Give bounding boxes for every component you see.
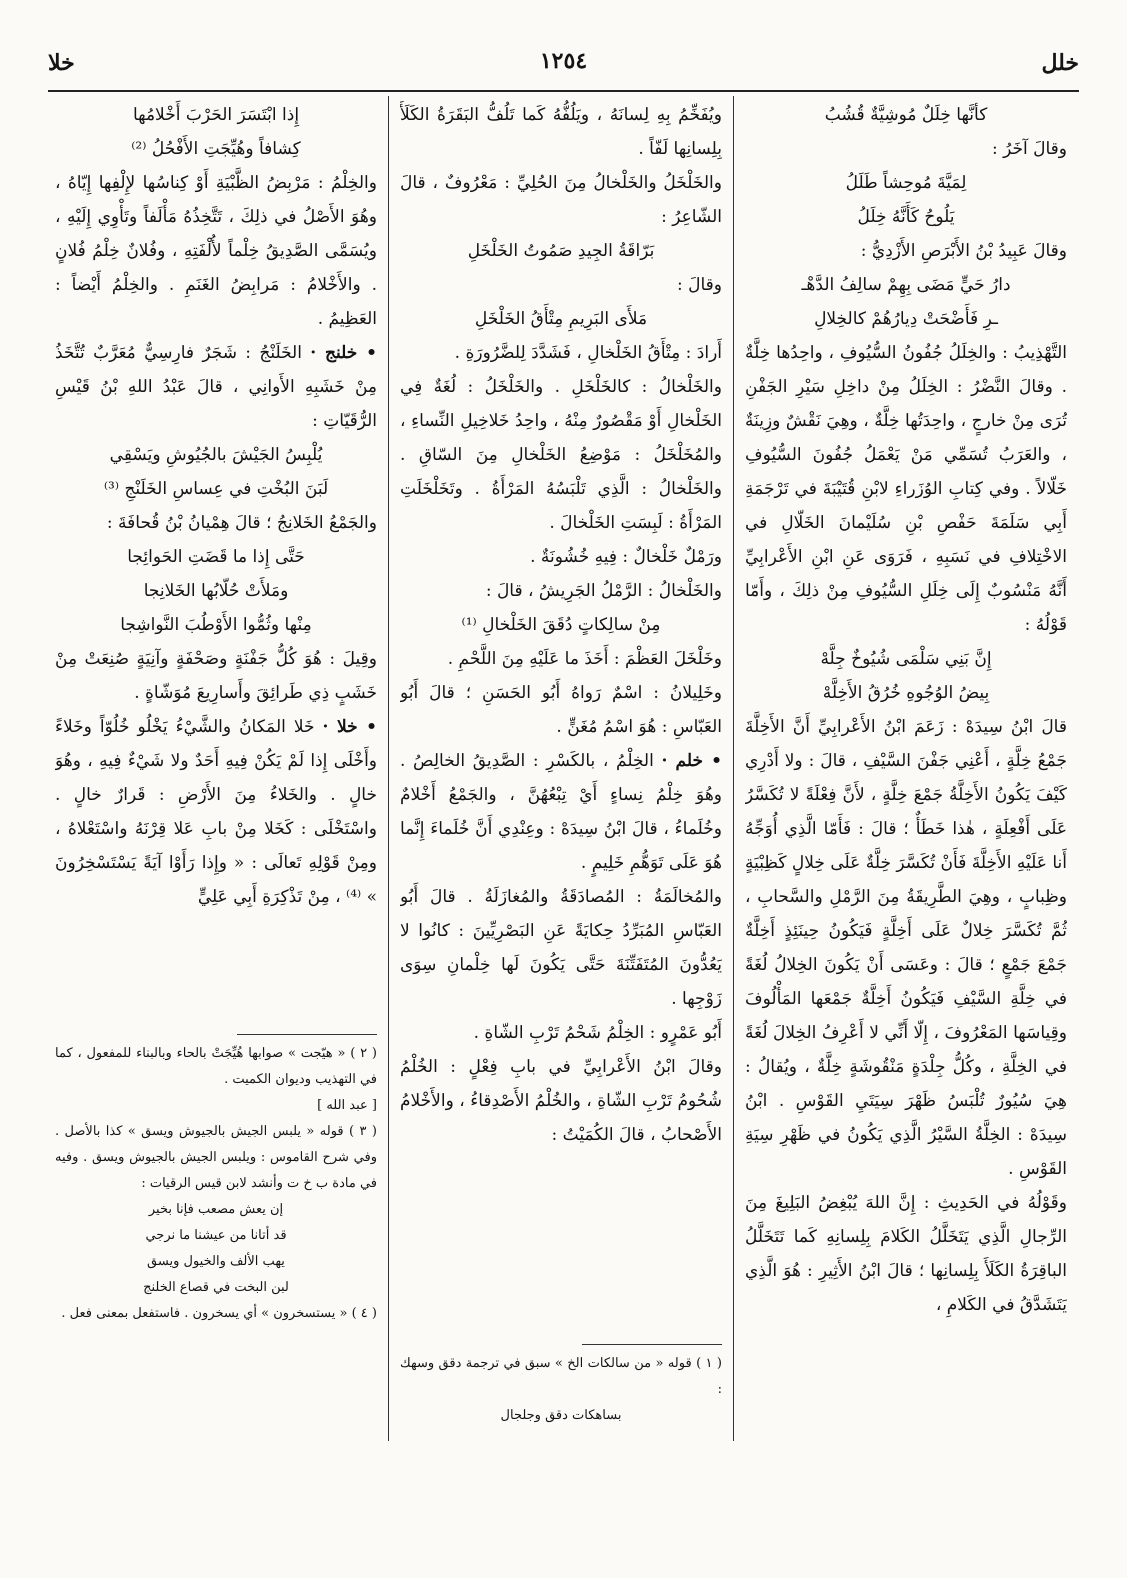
text-run: وقالَ ابْنُ الأَعْرابِيِّ في بابِ فِعْلٍ : الخُلْمُ شُحُومُ تَرْبِ الشّاةِ ، والخُلْمُ الأَصْدِقاءُ ، والأَخْلامُ الأَصْحابُ ، قالَ الكُمَيْتُ : <box>400 1057 722 1145</box>
text-run: ( ٣ ) قوله « يلبس الجيش بالجيوش ويسق » كذا بالأصل . وفي شرح القاموس : ويلبس الجيش بالجيوش ويسق . وفيه في مادة ب خ ت وأنشد لابن قيس الرقيات : <box>55 1124 377 1191</box>
header-right-headword: خلل <box>1041 50 1079 76</box>
verse-line <box>55 608 377 642</box>
verse-line <box>400 234 722 268</box>
verse-line <box>745 166 1067 200</box>
text-run: دارُ حَيٍّ مَضَى بِهِمْ سالِفُ الدَّهْـ <box>801 275 1011 295</box>
entry-paragraph <box>55 336 377 438</box>
text-run: أَرادَ : مِتْأَقُ الخَلْخالِ ، فَشَدَّدَ لِلضَّرُورَةِ . <box>454 343 722 363</box>
text-run: خَلا المَكانُ والشَّيْءُ يَخْلُو خُلُوّاً وخَلاءً وأَخْلَى إِذا لَمْ يَكُنْ فِيهِ أَحَدٌ ولا شَيْءٌ فِيهِ ، وهُوَ خالٍ . والخَلاءُ مِنَ الأَرْضِ : قَرارٌ خالٍ . واسْتَخْلَى : كَخَلا مِنْ بابِ عَلا قِرْنَهُ واسْتَعْلاهُ ، ومِنْ قَوْلِهِ تَعالَى : « وإِذا رَأَوْا آيَةً يَسْتَسْخِرُونَ » ⁽⁴⁾ ، مِنْ تَذْكِرَةِ أَبِي عَلِيٍّ <box>55 717 377 907</box>
entry-paragraph <box>400 98 722 166</box>
text-run: وقَوْلُهُ في الحَدِيثِ : إِنَّ اللهَ يُبْغِضُ البَلِيغَ مِنَ الرِّجالِ الَّذِي يَتَخَلَّلُ الكَلامَ بِلِسانِهِ كَما تَتَخَلَّلُ الباقِرَةُ الكَلَأَ بِلِسانِها ؛ قالَ ابْنُ الأَثِيرِ : هُوَ الَّذِي يَتَشَدَّقُ في الكَلامِ ، <box>745 1193 1067 1315</box>
text-run: ومَلأَتْ حُلّابُها الخَلانِجا <box>143 581 289 601</box>
text-run: إِذا ابْتَسَرَ الحَرْبَ أَخْلامُها <box>132 105 300 125</box>
text-run: الخَلَنْجُ : شَجَرٌ فارِسِيٌّ مُعَرَّبٌ تُتَّخَذُ مِنْ خَشَبِهِ الأَوانِي ، قالَ عَبْدُ اللهِ بْنُ قَيْسِ الرُّقَيّاتِ : <box>55 343 377 431</box>
entry-paragraph <box>400 540 722 574</box>
column-divider <box>733 96 734 1441</box>
entry-paragraph <box>400 744 722 880</box>
entry-paragraph <box>745 234 1067 268</box>
entry-paragraph <box>400 1050 722 1152</box>
entry-headword: • خلا · <box>322 717 377 737</box>
verse-line <box>55 472 377 506</box>
text-run: بساهكات دقق وجلجال <box>500 1408 622 1423</box>
column-body <box>400 98 722 1338</box>
text-run: التَّهْذِيبُ : والخِلَلُ جُفُونُ السُّيُوفِ ، واحِدُها خِلَّةٌ . وقالَ النَّضْرُ : الخِلَلُ مِنْ داخِلِ سَيْرِ الجَفْنِ تُرَى مِنْ خارجٍ ، واحِدَتُها خِلَّةٌ ، وهِيَ نَقْشٌ وزِينَةٌ ، والعَرَبُ تُسَمِّي مَنْ يَعْمَلُ جُفُونَ السُّيُوفِ خَلّالاً . وفي كِتابِ الوُزَراءِ لابْنِ قُتَيْبَةَ في تَرْجَمَةِ أَبِي سَلَمَةَ حَفْصِ بْنِ سُلَيْمانَ الخَلّالِ في الاخْتِلافِ في نَسَبِهِ ، فَرَوَى عَنِ ابْنِ الأَعْرابِيِّ أَنَّهُ مَنْسُوبٌ إِلَى خِلَلِ السُّيُوفِ مِنْ ذلِكَ ، وأَمّا قَوْلُهُ : <box>745 343 1067 635</box>
verse-line <box>745 268 1067 302</box>
text-run: أَبُو عَمْرٍو : الخِلْمُ شَحْمُ تَرْبِ الشّاةِ . <box>473 1023 722 1043</box>
text-run: والجَمْعُ الخَلانِجُ ؛ قالَ هِمْيانُ بْنُ قُحافَةَ : <box>106 513 377 533</box>
text-run: الخِلْمُ ، بالكَسْرِ : الصَّدِيقُ الخالِصُ . وهُوَ خِلْمُ نِساءٍ أَيْ تِبْعُهُنَّ ، والجَمْعُ أَخْلامٌ وخُلَماءُ ، قالَ ابْنُ سِيدَهْ : وعِنْدِي أَنَّ خُلَماءَ إِنَّما هُوَ عَلَى تَوَهُّمِ خَلِيمٍ . <box>400 751 722 873</box>
page-number: ١٢٥٤ <box>539 48 588 74</box>
text-run: لبن البخت في قصاع الخلنج <box>143 1280 289 1295</box>
verse-line <box>745 642 1067 676</box>
text-run: مِنْها وثُمُّوا الأَوْطُبَ النَّواشِجا <box>120 615 312 635</box>
text-run: بِيضُ الوُجُوهِ خُرُقُ الأَخِلَّهْ <box>822 683 990 703</box>
entry-paragraph <box>400 370 722 540</box>
verse-line <box>55 1197 377 1223</box>
text-run: [ عبد الله ] <box>317 1098 377 1113</box>
text-run: بَرّاقَةُ الجِيدِ صَمُوتُ الخَلْخَلِ <box>467 241 655 261</box>
entry-paragraph <box>400 676 722 744</box>
column-left <box>55 98 377 1448</box>
text-run: يهب الألف والخيول ويسق <box>147 1254 285 1269</box>
verse-line <box>55 1223 377 1249</box>
entry-paragraph <box>745 132 1067 166</box>
entry-headword: • خلم · <box>661 751 722 771</box>
text-run: قد أتانا من عيشنا ما نرجي <box>145 1228 287 1243</box>
text-run: لَبَنَ البُخْتِ في عِساسِ الخَلَنْجِ ⁽³⁾ <box>103 479 329 499</box>
verse-line <box>400 608 722 642</box>
text-run: والخَلْخالُ : كالخَلْخَلِ . والخَلْخَلُ : لُغَةٌ فِي الخَلْخالِ أَوْ مَقْصُورٌ مِنْهُ ، واحِدُ خَلاخِيلِ النِّساءِ ، والمُخَلْخَلُ : مَوْضِعُ الخَلْخالِ مِنَ السّاقِ . والخَلْخالُ : الَّذِي تَلْبَسُهُ المَرْأَةُ . وتَخَلْخَلَتِ المَرْأَةُ : لَبِسَتِ الخَلْخالَ . <box>400 377 722 533</box>
entry-paragraph <box>400 642 722 676</box>
verse-line <box>55 540 377 574</box>
entry-paragraph <box>400 574 722 608</box>
text-run: وقالَ آخَرُ : <box>991 139 1067 159</box>
verse-line <box>400 302 722 336</box>
entry-paragraph <box>400 1016 722 1050</box>
header-left-headword: خلا <box>48 50 75 76</box>
text-run: وقالَ : <box>677 275 722 295</box>
verse-line <box>55 98 377 132</box>
entry-paragraph <box>400 336 722 370</box>
text-run: ( ٤ ) « يستسخرون » أي يسخرون . فاستفعل بمعنى فعل . <box>61 1306 377 1321</box>
text-run: ( ١ ) قوله « من سالكات الخ » سبق في ترجمة دقق وسهك : <box>400 1356 722 1397</box>
entry-paragraph <box>400 268 722 302</box>
text-run: ورَمْلٌ خَلْخالٌ : فِيهِ خُشُونَةٌ . <box>530 547 722 567</box>
footnote-rule <box>237 1034 377 1035</box>
text-run: كِشافاً وهُيِّجَتِ الأَفْحُلُ ⁽²⁾ <box>131 139 301 159</box>
column-divider <box>388 96 389 1441</box>
column-middle <box>400 98 722 1448</box>
footnote-rule <box>582 1344 722 1345</box>
verse-line <box>55 1249 377 1275</box>
entry-paragraph <box>400 1351 722 1403</box>
column-right <box>745 98 1067 1448</box>
entry-paragraph <box>55 1119 377 1197</box>
entry-paragraph <box>745 336 1067 642</box>
text-run: يُلْبِسُ الجَيْشَ بالجُيُوشِ ويَسْقِي <box>109 445 323 465</box>
text-run: وقِيلَ : هُوَ كُلُّ جَفْنَةٍ وصَحْفَةٍ وآنِيَةٍ صُنِعَتْ مِنْ خَشَبٍ ذِي طَرائِقَ وأَسارِيعَ مُوَشّاةٍ . <box>55 649 377 703</box>
running-header <box>48 44 1079 84</box>
entry-headword: • خلنج · <box>310 343 377 363</box>
text-run: والخَلْخَلُ والخَلْخالُ مِنَ الحُلِيِّ : مَعْرُوفٌ ، قالَ الشّاعِرُ : <box>400 173 722 227</box>
footnotes <box>400 1351 722 1429</box>
verse-line <box>745 676 1067 710</box>
verse-line <box>745 200 1067 234</box>
text-run: كأنَّها خِلَلٌ مُوشِيَّةٌ قُشُبُ <box>824 105 988 125</box>
entry-paragraph <box>55 506 377 540</box>
header-rule <box>48 90 1079 92</box>
text-run: لِمَيَّةَ مُوحِشاً طَلَلُ <box>845 173 967 193</box>
verse-line <box>745 98 1067 132</box>
entry-paragraph <box>55 1041 377 1093</box>
entry-paragraph <box>55 166 377 336</box>
entry-paragraph <box>55 710 377 914</box>
text-run: والخَلْخالُ : الرَّمْلُ الجَرِيشُ ، قالَ : <box>485 581 722 601</box>
verse-line <box>745 302 1067 336</box>
text-run: قالَ ابْنُ سِيدَهْ : زَعَمَ ابْنُ الأَعْرابِيِّ أَنَّ الأَخِلَّةَ جَمْعُ خِلَّةٍ ، أَعْنِي جَفْنَ السَّيْفِ ، قالَ : ولا أَدْرِي كَيْفَ يَكُونُ الأَخِلَّةُ جَمْعَ خِلَّةٍ ، لأَنَّ فِعْلَةً لا تُكَسَّرُ عَلَى أَفْعِلَةٍ ، هٰذا خَطَأٌ ؛ قالَ : فَأَمّا الَّذِي أُوَجِّهُ أَنا عَلَيْهِ الأَخِلَّةَ فَأَنْ تُكَسَّرَ خِلَّةٌ عَلَى خِلالٍ كَظِبْيَةٍ وظِبابٍ ، وهِيَ الطَّرِيقَةُ مِنَ الرَّمْلِ والسَّحابِ ، ثُمَّ تُكَسَّرَ خِلالٌ عَلَى أَخِلَّةٍ فَيَكُونُ حِينَئِذٍ أَخِلَّةٌ جَمْعَ جَمْعٍ ؛ قالَ : وعَسَى أَنْ يَكُونَ الخِلالُ لُغَةً في خِلَّةِ السَّيْفِ فَيَكُونُ أَخِلَّةٌ جَمْعَها المَأْلُوفَ وقِياسَها المَعْرُوفَ ، إِلّا أَنِّي لا أَعْرِفُ الخِلالَ لُغَةً في الخِلَّةِ ، وكُلُّ جِلْدَةٍ مَنْقُوشَةٍ خِلَّةٌ ، ويُقالُ : هِيَ سُيُورٌ تُلْبَسُ ظَهْرَ سِيَتَيِ القَوْسِ . ابْنُ سِيدَهْ : الخِلَّةُ السَّيْرُ الَّذِي يَكُونُ في ظَهْرِ سِيَةِ القَوْسِ . <box>745 717 1067 1179</box>
verse-line <box>55 574 377 608</box>
verse-line <box>55 438 377 472</box>
text-run: إِنَّ بَنِي سَلْمَى شُيُوخٌ جِلَّهْ <box>820 649 992 669</box>
entry-paragraph <box>400 166 722 234</box>
entry-paragraph <box>55 642 377 710</box>
text-run: ( ٢ ) « هيّجت » صوابها هُيِّجَتْ بالحاء وبالبناء للمفعول ، كما في التهذيب وديوان الكميت . <box>55 1046 377 1087</box>
entry-paragraph <box>55 1093 377 1119</box>
text-run: حَتَّى إِذا ما قَضَتِ الحَوائِجا <box>127 547 305 567</box>
verse-line <box>400 1403 722 1429</box>
entry-paragraph <box>745 1186 1067 1322</box>
text-run: مَلأَى البَرِيمِ مِتْأَقُ الخَلْخَلِ <box>474 309 648 329</box>
column-body <box>745 98 1067 1322</box>
text-run: وقالَ عَبِيدُ بْنُ الأَبْرَصِ الأَزْدِيُّ : <box>860 241 1067 261</box>
text-run: إن يعش مصعب فإنا بخير <box>148 1202 284 1217</box>
text-run: وخَلِيلانُ : اسْمٌ رَواهُ أَبُو الحَسَنِ ؛ قالَ أَبُو العَبّاسِ : هُوَ اسْمُ مُغَنٍّ . <box>400 683 722 737</box>
column-body <box>55 98 377 1028</box>
text-run: والمُخالَمَةُ : المُصادَقَةُ والمُغازَلَةُ . قالَ أَبُو العَبّاسِ المُبَرِّدُ حِكايَةً عَنِ البَصْرِيِّينَ : كانُوا لا يَعُدُّونَ المُتَفَتِّنَةَ حَتَّى يَكُونَ لَها خِلْمانِ سِوَى زَوْجِها . <box>400 887 722 1009</box>
text-run: والخِلْمُ : مَرْبِضُ الظَّبْيَةِ أَوْ كِناسُها لإِلْفِها إِيّاهُ ، وهُوَ الأَصْلُ في ذلِكَ ، تَتَّخِذُهُ مَأْلَفاً وتَأْوِي إِلَيْهِ ، ويُسَمَّى الصَّدِيقُ خِلْماً لأُلْفَتِهِ ، وفُلانٌ خِلْمُ فُلانٍ . والأَخْلامُ : مَرابِضُ الغَنَمِ . والخِلْمُ أَيْضاً : العَظِيمُ . <box>55 173 377 329</box>
entry-paragraph <box>55 1301 377 1327</box>
text-run: ـرِ فَأَضْحَتْ دِيارُهُمْ كالخِلالِ <box>814 309 998 329</box>
footnotes <box>55 1041 377 1327</box>
entry-paragraph <box>400 880 722 1016</box>
entry-paragraph <box>745 710 1067 1186</box>
verse-line <box>55 132 377 166</box>
text-run: وخَلْخَلَ العَظْمَ : أَخَذَ ما عَلَيْهِ مِنَ اللَّحْمِ . <box>447 649 722 669</box>
text-run: مِنْ سالِكاتٍ دُقَقَ الخَلْخالِ ⁽¹⁾ <box>461 615 661 635</box>
verse-line <box>55 1275 377 1301</box>
text-run: يَلُوحُ كَأَنَّهُ خِلَلُ <box>857 207 955 227</box>
text-run: ويُفَخِّمُ بِهِ لِسانَهُ ، ويَلُفُّهُ كَما تَلُفُّ البَقَرَةُ الكَلَأَ بِلِسانِها لَفّاً . <box>400 105 722 159</box>
